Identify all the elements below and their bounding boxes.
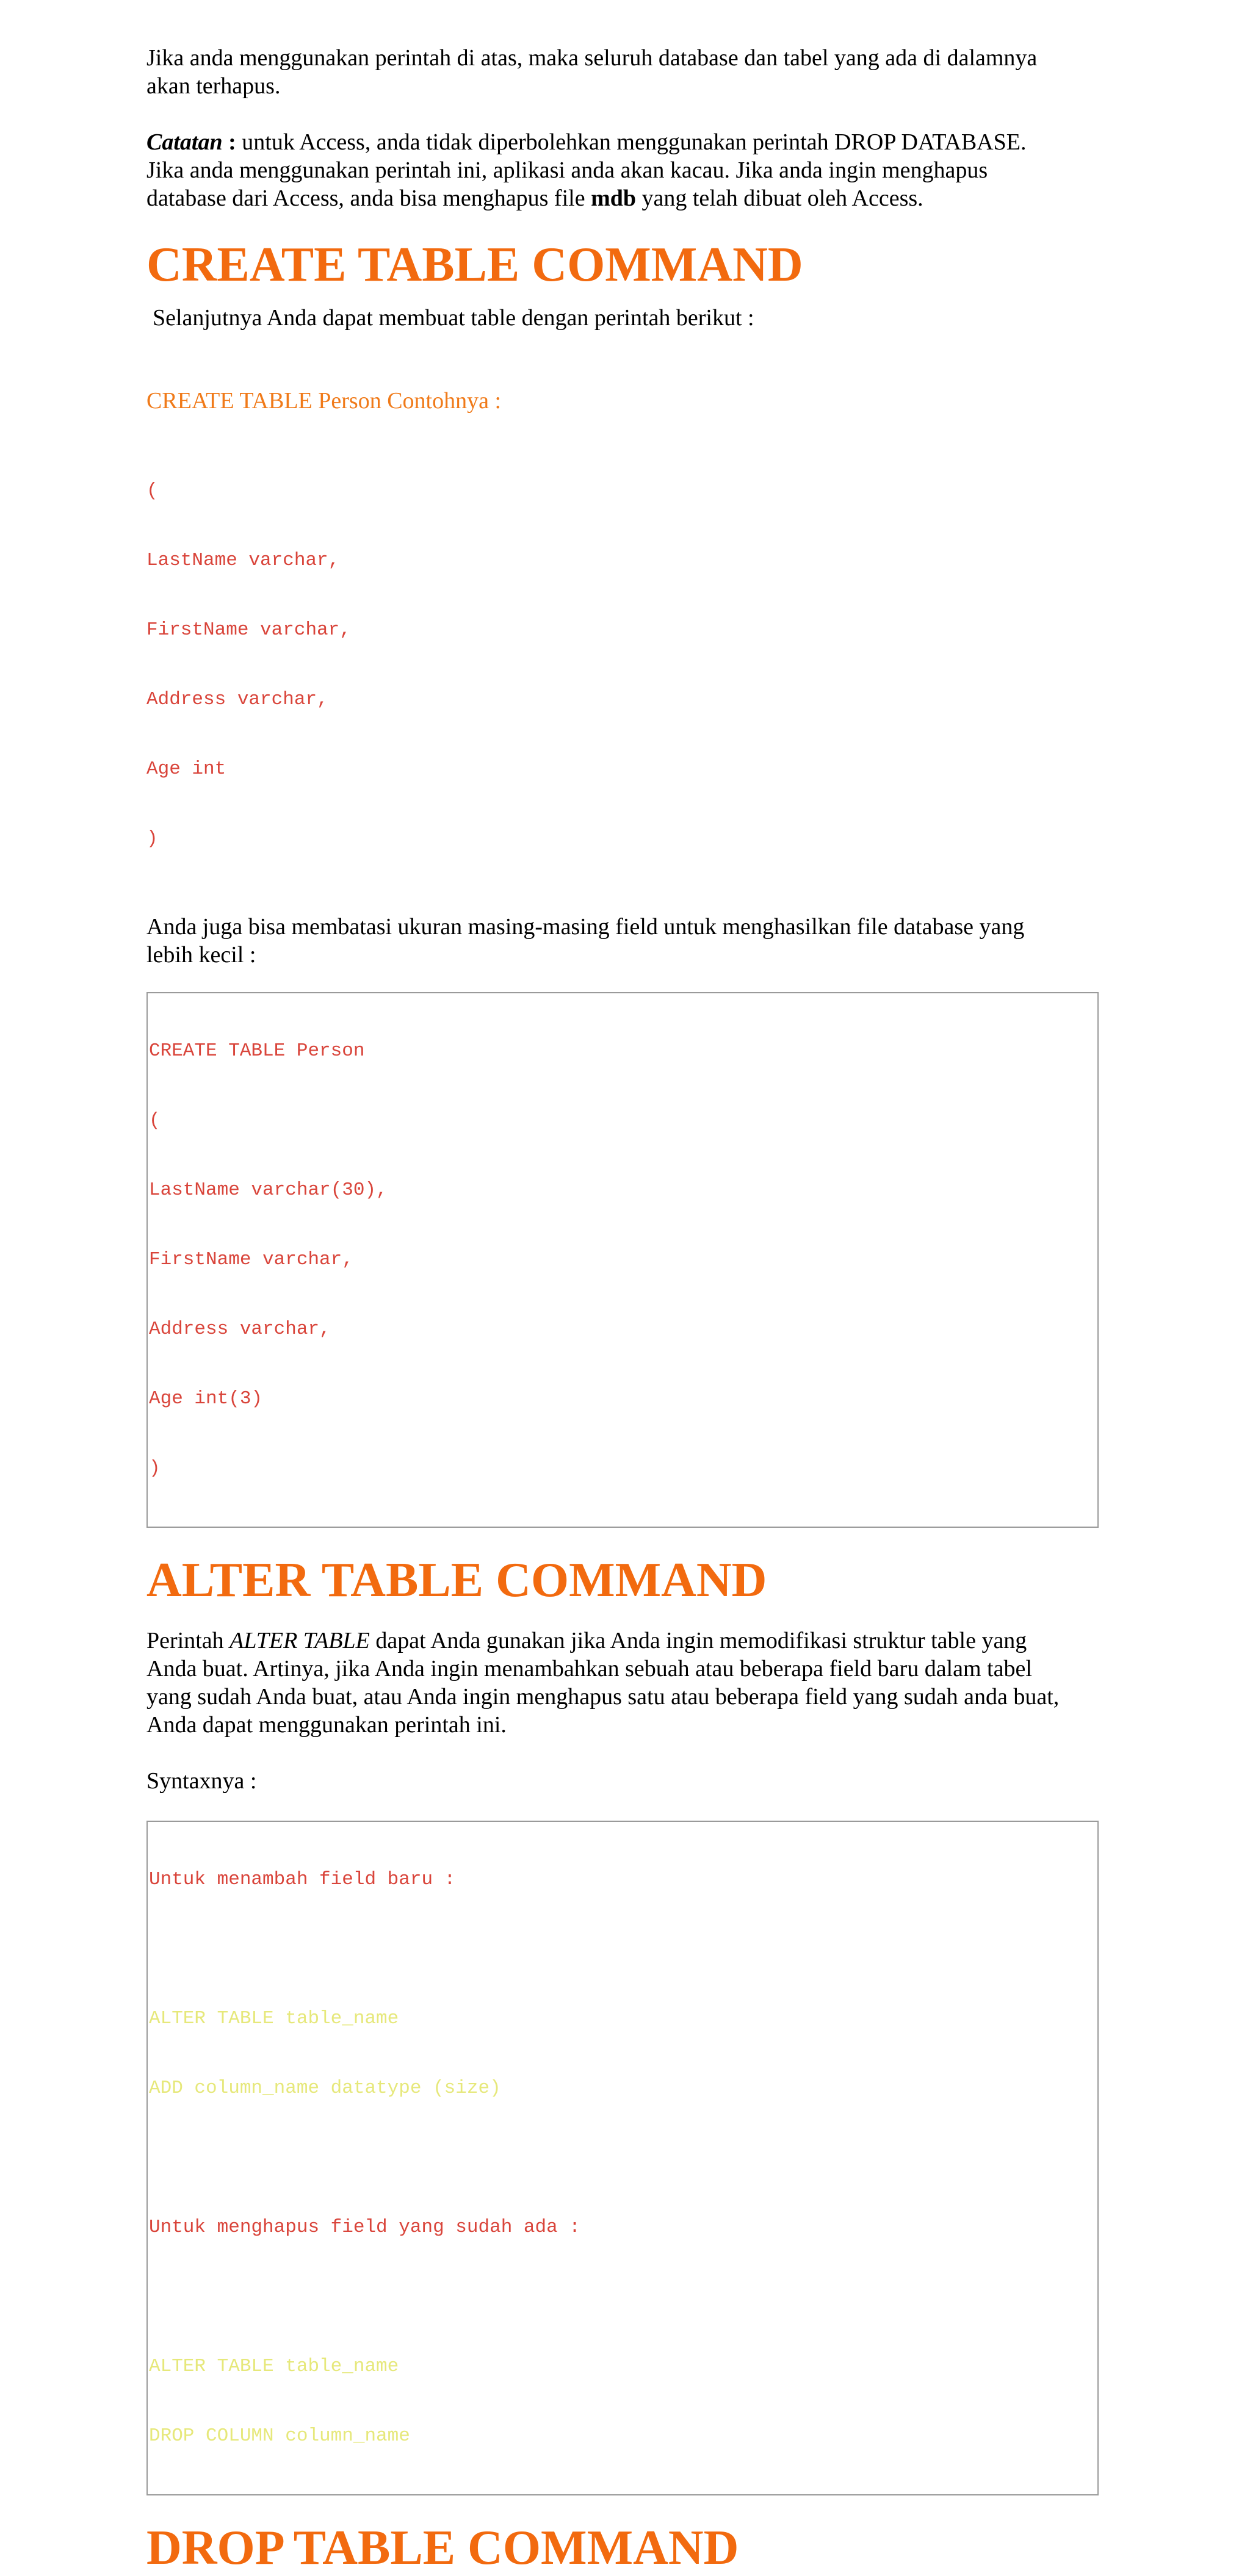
alter-rest-1: dapat Anda gunakan jika Anda ingin memodifikasi struktur table yang — [369, 1628, 1027, 1653]
size-line-1: Anda juga bisa membatasi ukuran masing-masing field untuk menghasilkan file database yang — [146, 914, 1025, 940]
note-bold-word: mdb — [591, 185, 636, 211]
create-example-label: CREATE TABLE Person Contohnya : — [146, 388, 502, 414]
alter-line-3: yang sudah Anda buat, atau Anda ingin menghapus satu atau beberapa field yang sudah anda buat, — [146, 1684, 1060, 1710]
alter-syntax-box — [146, 1821, 1099, 2495]
add-line-2: ADD column_name datatype (size) — [149, 2078, 501, 2099]
note-text-4: yang telah dibuat oleh Access. — [636, 185, 923, 211]
add-comment: Untuk menambah field baru : — [149, 1869, 456, 1890]
code-line: CREATE TABLE Person — [149, 1040, 365, 1062]
create-intro: Selanjutnya Anda dapat membuat table dengan perintah berikut : — [153, 305, 754, 331]
add-line-1: ALTER TABLE table_name — [149, 2008, 399, 2029]
intro-line-2: akan terhapus. — [146, 73, 281, 99]
alter-line-4: Anda dapat menggunakan perintah ini. — [146, 1712, 507, 1738]
create-code-block — [146, 433, 1099, 897]
size-line-2: lebih kecil : — [146, 942, 256, 968]
blank-line — [149, 2286, 1096, 2309]
note-label: Catatan — [146, 129, 223, 155]
code-line: ) — [146, 828, 158, 849]
intro-paragraph — [146, 44, 1099, 100]
blank-line — [149, 2146, 1096, 2170]
code-line: Address varchar, — [149, 1319, 331, 1340]
drop-table-heading: DROP TABLE COMMAND — [146, 2521, 739, 2575]
alter-prefix: Perintah — [146, 1628, 230, 1653]
intro-line-1: Jika anda menggunakan perintah di atas, maka seluruh database dan tabel yang ada di dalamnya — [146, 45, 1038, 71]
drop-line-2: DROP COLUMN column_name — [149, 2425, 410, 2447]
note-paragraph — [146, 128, 1099, 212]
note-text-2: Jika anda menggunakan perintah ini, aplikasi anda akan kacau. Jika anda ingin menghapus — [146, 157, 988, 183]
code-line: LastName varchar, — [146, 550, 340, 571]
note-colon: : — [222, 129, 236, 155]
create-table-heading: CREATE TABLE COMMAND — [146, 238, 803, 292]
drop-comment: Untuk menghapus field yang sudah ada : — [149, 2217, 580, 2238]
code-line: FirstName varchar, — [149, 1249, 353, 1270]
code-line: ( — [149, 1110, 161, 1131]
code-line: Age int — [146, 758, 226, 780]
document-content — [146, 44, 1099, 2576]
alter-table-heading: ALTER TABLE COMMAND — [146, 1553, 767, 1607]
code-line: LastName varchar(30), — [149, 1179, 388, 1201]
code-line: ( — [146, 480, 158, 502]
alter-italic: ALTER TABLE — [229, 1628, 370, 1653]
syntax-label: Syntaxnya : — [146, 1768, 257, 1794]
code-line: Age int(3) — [149, 1388, 263, 1409]
code-line: ) — [149, 1458, 161, 1479]
size-paragraph — [146, 913, 1099, 969]
note-text-1: untuk Access, anda tidak diperbolehkan menggunakan perintah DROP DATABASE. — [236, 129, 1027, 155]
alter-paragraph — [146, 1627, 1099, 1739]
code-line: Address varchar, — [146, 689, 328, 710]
note-text-3: database dari Access, anda bisa menghapus file — [146, 185, 591, 211]
alter-line-2: Anda buat. Artinya, jika Anda ingin menambahkan sebuah atau beberapa field baru dalam tabel — [146, 1656, 1032, 1682]
drop-line-1: ALTER TABLE table_name — [149, 2356, 399, 2377]
create-boxed-code — [146, 992, 1099, 1528]
code-line: FirstName varchar, — [146, 619, 351, 641]
blank-line — [149, 1938, 1096, 1961]
